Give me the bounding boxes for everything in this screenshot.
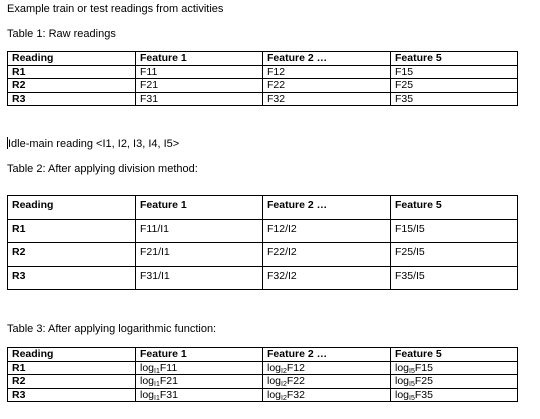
division-table bbox=[7, 195, 518, 290]
row-label: R1 bbox=[8, 361, 136, 375]
table-cell bbox=[263, 375, 391, 389]
table-row bbox=[8, 92, 518, 106]
table-cell bbox=[263, 388, 391, 402]
row-label: R1 bbox=[8, 65, 136, 79]
row-label: R2 bbox=[8, 243, 136, 267]
table-cell: F12/I2 bbox=[263, 219, 391, 243]
table-cell bbox=[391, 375, 518, 389]
table-cell bbox=[136, 375, 263, 389]
log-prefix: log bbox=[140, 388, 155, 401]
table-cell: F11 bbox=[136, 65, 263, 79]
table-cell: F31 bbox=[136, 92, 263, 106]
row-label: R3 bbox=[8, 92, 136, 106]
table-cell: F21/I1 bbox=[136, 243, 263, 267]
table-cell: F25 bbox=[391, 79, 518, 93]
raw-readings-table bbox=[7, 51, 518, 106]
log-base: I5 bbox=[409, 367, 415, 375]
header-reading: Reading bbox=[8, 348, 136, 362]
table-cell bbox=[263, 361, 391, 375]
table-header-row bbox=[8, 348, 518, 362]
log-argument: F31 bbox=[159, 388, 178, 401]
table-cell: F21 bbox=[136, 79, 263, 93]
header-reading: Reading bbox=[8, 52, 136, 66]
header-reading: Reading bbox=[8, 196, 136, 220]
table-cell: F32/I2 bbox=[263, 266, 391, 290]
log-base: I2 bbox=[281, 394, 287, 402]
table-header-row bbox=[8, 196, 518, 220]
log-argument: F25 bbox=[414, 375, 433, 388]
table-cell: F12 bbox=[263, 65, 391, 79]
table-cell: F22 bbox=[263, 79, 391, 93]
log-prefix: log bbox=[267, 388, 282, 401]
table3-caption: Table 3: After applying logarithmic function: bbox=[7, 323, 217, 335]
table-cell bbox=[391, 361, 518, 375]
header-feature-1: Feature 1 bbox=[136, 348, 263, 362]
table-cell: F35 bbox=[391, 92, 518, 106]
row-label: R3 bbox=[8, 266, 136, 290]
table-header-row bbox=[8, 52, 518, 66]
table-cell: F11/I1 bbox=[136, 219, 263, 243]
log-argument: F21 bbox=[159, 375, 178, 388]
table1-caption: Table 1: Raw readings bbox=[7, 28, 116, 40]
table-row bbox=[8, 266, 518, 290]
log-base: I1 bbox=[154, 394, 160, 402]
log-prefix: log bbox=[395, 388, 410, 401]
log-argument: F22 bbox=[286, 375, 305, 388]
log-prefix: log bbox=[395, 375, 410, 388]
log-argument: F12 bbox=[286, 361, 305, 374]
header-feature-5: Feature 5 bbox=[391, 348, 518, 362]
logarithm-table bbox=[7, 347, 518, 402]
row-label: R2 bbox=[8, 375, 136, 389]
log-argument: F35 bbox=[414, 388, 433, 401]
table2-caption: Table 2: After applying division method: bbox=[7, 163, 198, 175]
row-label: R2 bbox=[8, 79, 136, 93]
table-cell: F25/I5 bbox=[391, 243, 518, 267]
header-feature-2: Feature 2 … bbox=[263, 348, 391, 362]
header-feature-2: Feature 2 … bbox=[263, 52, 391, 66]
header-feature-5: Feature 5 bbox=[391, 52, 518, 66]
table-row bbox=[8, 243, 518, 267]
log-base: I2 bbox=[281, 367, 287, 375]
table-row bbox=[8, 361, 518, 375]
table-cell: F35/I5 bbox=[391, 266, 518, 290]
row-label: R3 bbox=[8, 388, 136, 402]
log-prefix: log bbox=[140, 361, 155, 374]
header-feature-1: Feature 1 bbox=[136, 196, 263, 220]
header-feature-2: Feature 2 … bbox=[263, 196, 391, 220]
table-row bbox=[8, 219, 518, 243]
log-prefix: log bbox=[267, 361, 282, 374]
header-feature-1: Feature 1 bbox=[136, 52, 263, 66]
header-feature-5: Feature 5 bbox=[391, 196, 518, 220]
log-base: I1 bbox=[154, 381, 160, 388]
log-base: I5 bbox=[409, 381, 415, 388]
table-row bbox=[8, 388, 518, 402]
table-cell: F15/I5 bbox=[391, 219, 518, 243]
idle-reading-line bbox=[7, 137, 179, 151]
table-cell: F31/I1 bbox=[136, 266, 263, 290]
table-row bbox=[8, 79, 518, 93]
table-cell: F22/I2 bbox=[263, 243, 391, 267]
log-prefix: log bbox=[395, 361, 410, 374]
log-base: I5 bbox=[409, 394, 415, 402]
log-base: I1 bbox=[154, 367, 160, 375]
row-label: R1 bbox=[8, 219, 136, 243]
log-base: I2 bbox=[281, 381, 287, 388]
log-argument: F11 bbox=[159, 361, 178, 374]
log-argument: F32 bbox=[286, 388, 305, 401]
table-cell bbox=[136, 361, 263, 375]
table-row bbox=[8, 375, 518, 389]
table-cell: F32 bbox=[263, 92, 391, 106]
table-cell bbox=[136, 388, 263, 402]
table-cell bbox=[391, 388, 518, 402]
table-row bbox=[8, 65, 518, 79]
table-cell: F15 bbox=[391, 65, 518, 79]
log-prefix: log bbox=[140, 375, 155, 388]
log-prefix: log bbox=[267, 375, 282, 388]
idle-reading-text: Idle-main reading <I1, I2, I3, I4, I5> bbox=[8, 138, 180, 150]
log-argument: F15 bbox=[414, 361, 433, 374]
intro-text: Example train or test readings from activities bbox=[7, 3, 224, 15]
